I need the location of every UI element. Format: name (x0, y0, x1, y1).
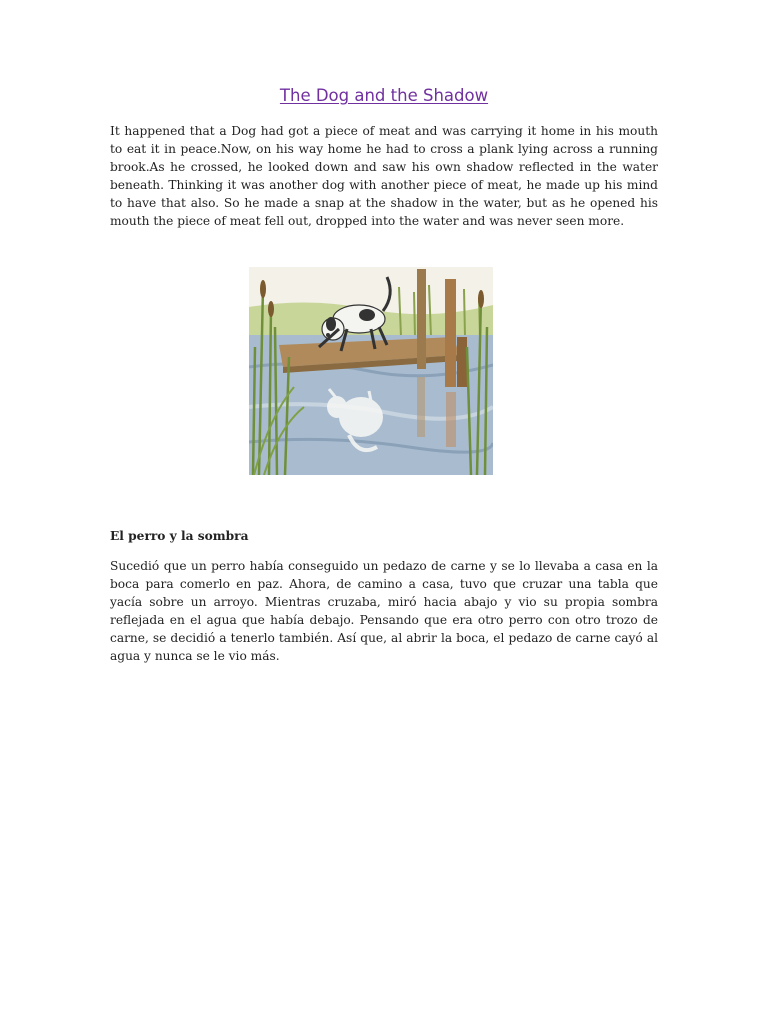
page-title: The Dog and the Shadow (279, 86, 489, 105)
dog-on-plank-illustration (249, 267, 493, 475)
spanish-title: El perro y la sombra (110, 529, 249, 543)
english-story-paragraph: It happened that a Dog had got a piece of meat and was carrying it home in his mouth to eat it in peace.Now, on his way home he had to cross a plank lying across a running brook.As he crossed, he looked down and saw his own shadow reflected in the water beneath. Thinking it was another dog with another piece of meat, he made up his mind to have that also. So he made a snap at the shadow in the water, but as he opened his mouth the piece of meat fell out, dropped into the water and was never seen more. (110, 124, 658, 228)
spanish-story-paragraph: Sucedió que un perro había conseguido un pedazo de carne y se lo llevaba a casa en la boca para comerlo en paz. Ahora, de camino a casa, tuvo que cruzar una tabla que yacía sobre un arroyo. Mientras cruzaba, miró hacia abajo y vio su propia sombra reflejada en el agua que había debajo. Pensando que era otro perro con otro trozo de carne, se decidió a tenerlo también. Así que, al abrir la boca, el pedazo de carne cayó al agua y nunca se le vio más. (110, 559, 658, 663)
